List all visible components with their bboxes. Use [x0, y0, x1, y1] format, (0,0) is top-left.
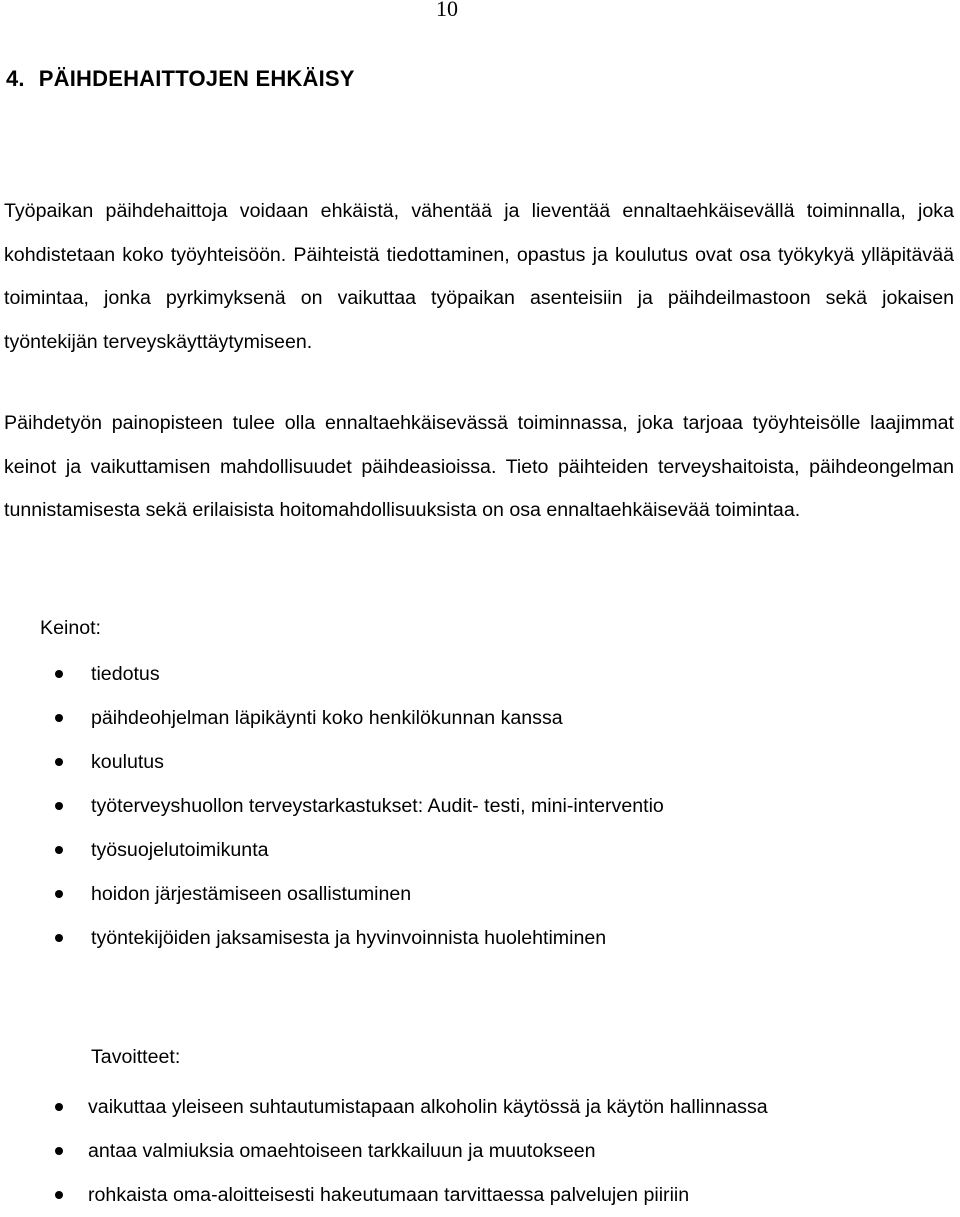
list-item-text: työsuojelutoimikunta: [91, 839, 269, 861]
bullet-icon: [55, 890, 63, 898]
bullet-icon: [55, 1191, 63, 1199]
list-item-text: rohkaista oma-aloitteisesti hakeutumaan tarvittaessa palvelujen piiriin: [88, 1184, 690, 1206]
list-item-text: vaikuttaa yleiseen suhtautumistapaan alkoholin käytössä ja käytön hallinnassa: [88, 1096, 768, 1118]
page-number: 10: [436, 0, 458, 21]
list-item-text: koulutus: [91, 751, 164, 773]
paragraph-intro: Työpaikan päihdehaittoja voidaan ehkäistä, vähentää ja lieventää ennaltaehkäisevällä toiminnalla, joka kohdistetaan koko työyhteisöön. Päihteistä tiedottaminen, opastus ja koulutus ovat osa työkykyä ylläpitävää toimintaa, jonka pyrkimyksenä on vaikuttaa työpaikan asenteisiin ja päihdeilmastoon sekä jokaisen työntekijän terveyskäyttäytymiseen.: [4, 200, 954, 353]
bullet-icon: [55, 670, 63, 678]
bullet-icon: [55, 1147, 63, 1155]
bullet-icon: [55, 802, 63, 810]
list-item-text: antaa valmiuksia omaehtoiseen tarkkailuun ja muutokseen: [88, 1140, 596, 1162]
bullet-icon: [55, 1103, 63, 1111]
list-item-text: työterveyshuollon terveystarkastukset: Audit- testi, mini-interventio: [91, 795, 664, 817]
tavoitteet-label: Tavoitteet:: [91, 1046, 181, 1068]
bullet-icon: [55, 758, 63, 766]
keinot-label: Keinot:: [40, 617, 102, 639]
list-item-text: tiedotus: [91, 663, 160, 685]
list-item-text: päihdeohjelman läpikäynti koko henkilökunnan kanssa: [91, 707, 563, 729]
paragraph-focus: Päihdetyön painopisteen tulee olla ennaltaehkäisevässä toiminnassa, joka tarjoaa työyhteisölle laajimmat keinot ja vaikuttamisen mahdollisuudet päihdeasioissa. Tieto päihteiden terveyshaitoista, päihdeongelman tunnistamisesta sekä erilaisista hoitomahdollisuuksista on osa ennaltaehkäisevää toimintaa.: [4, 412, 954, 522]
section-number: 4.: [6, 66, 25, 91]
section-heading: [6, 66, 355, 92]
list-item-text: työntekijöiden jaksamisesta ja hyvinvoinnista huolehtiminen: [91, 927, 607, 949]
bullet-icon: [55, 846, 63, 854]
bullet-icon: [55, 714, 63, 722]
bullet-icon: [55, 934, 63, 942]
section-title: PÄIHDEHAITTOJEN EHKÄISY: [38, 66, 355, 91]
list-item-text: hoidon järjestämiseen osallistuminen: [91, 883, 412, 905]
